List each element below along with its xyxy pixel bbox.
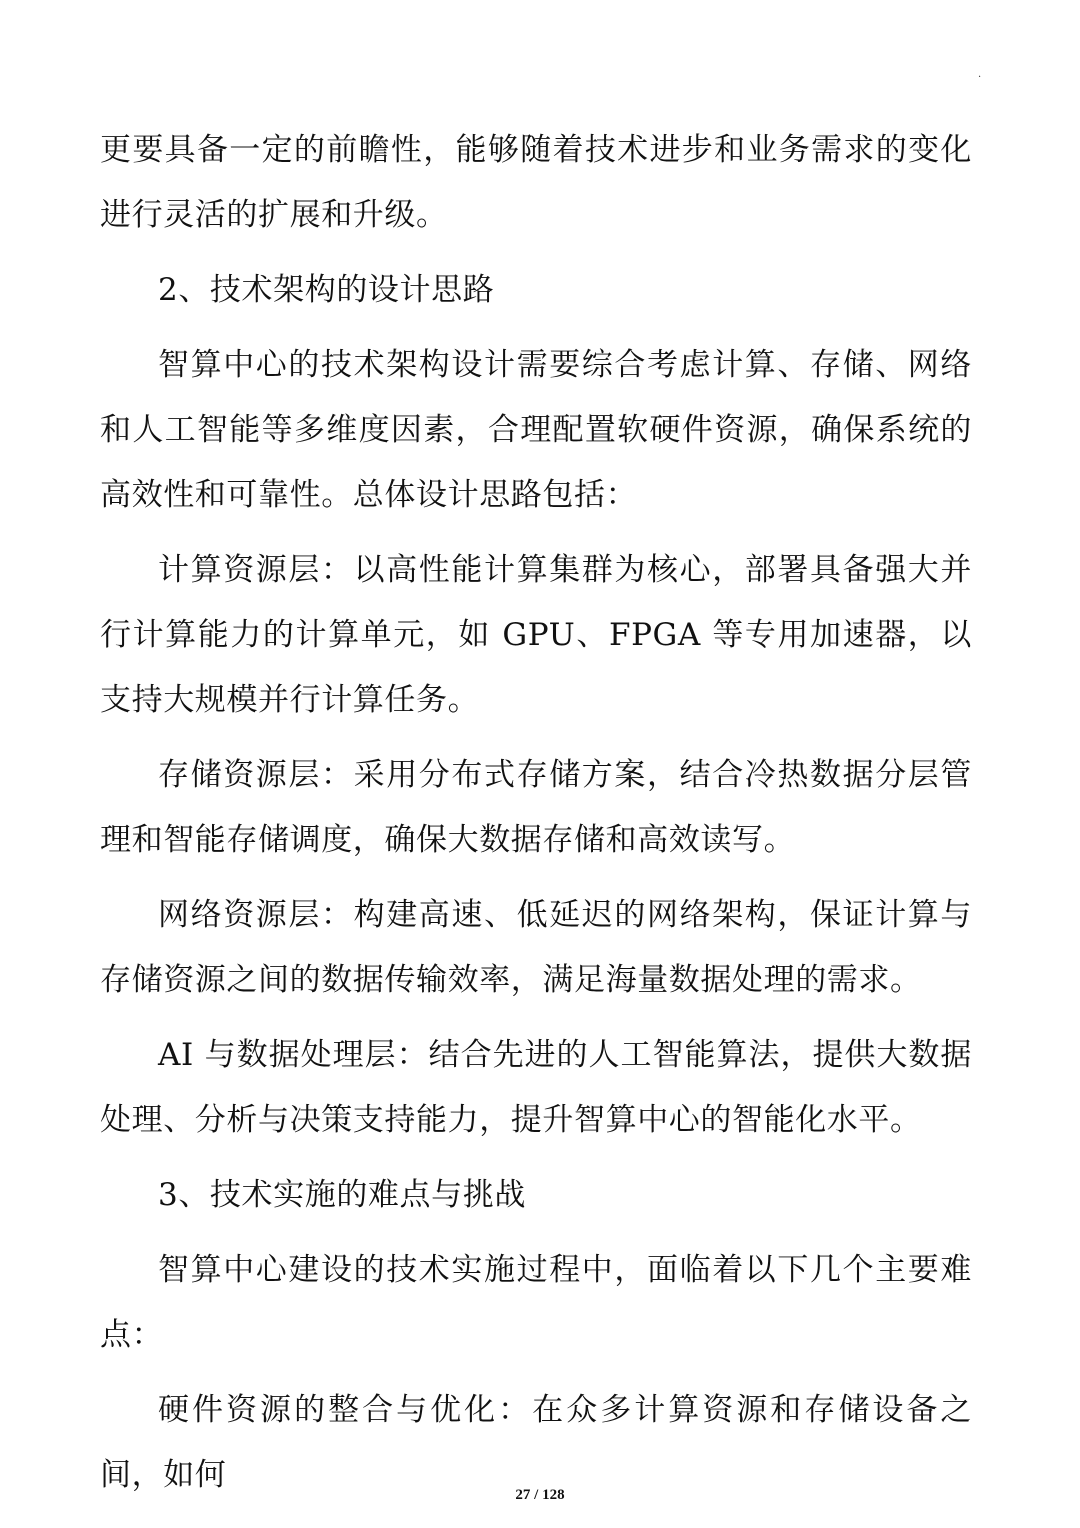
paragraph-architecture-intro: 智算中心的技术架构设计需要综合考虑计算、存储、网络和人工智能等多维度因素，合理配置软硬件资源，确保系统的高效性和可靠性。总体设计思路包括： bbox=[100, 347, 972, 513]
paragraph-challenges-intro: 智算中心建设的技术实施过程中，面临着以下几个主要难点： bbox=[100, 1252, 972, 1353]
paragraph-compute-layer: 计算资源层：以高性能计算集群为核心，部署具备强大并行计算能力的计算单元，如 GPU、FPGA 等专用加速器，以支持大规模并行计算任务。 bbox=[100, 552, 972, 718]
paragraph-network-layer: 网络资源层：构建高速、低延迟的网络架构，保证计算与存储资源之间的数据传输效率，满足海量数据处理的需求。 bbox=[100, 897, 972, 998]
paragraph-hardware-integration: 硬件资源的整合与优化：在众多计算资源和存储设备之间，如何 bbox=[100, 1392, 972, 1493]
section-heading-2: 2、技术架构的设计思路 bbox=[158, 272, 495, 308]
body-text bbox=[100, 118, 972, 1518]
paragraph-storage-layer: 存储资源层：采用分布式存储方案，结合冷热数据分层管理和智能存储调度，确保大数据存储和高效读写。 bbox=[100, 757, 972, 858]
section-heading-3: 3、技术实施的难点与挑战 bbox=[158, 1177, 526, 1213]
paragraph-continuation: 更要具备一定的前瞻性，能够随着技术进步和业务需求的变化进行灵活的扩展和升级。 bbox=[100, 132, 972, 233]
page-number: 27 / 128 bbox=[515, 1487, 565, 1503]
paragraph-ai-layer: AI 与数据处理层：结合先进的人工智能算法，提供大数据处理、分析与决策支持能力，提升智算中心的智能化水平。 bbox=[100, 1037, 972, 1138]
corner-mark: . bbox=[978, 69, 982, 80]
